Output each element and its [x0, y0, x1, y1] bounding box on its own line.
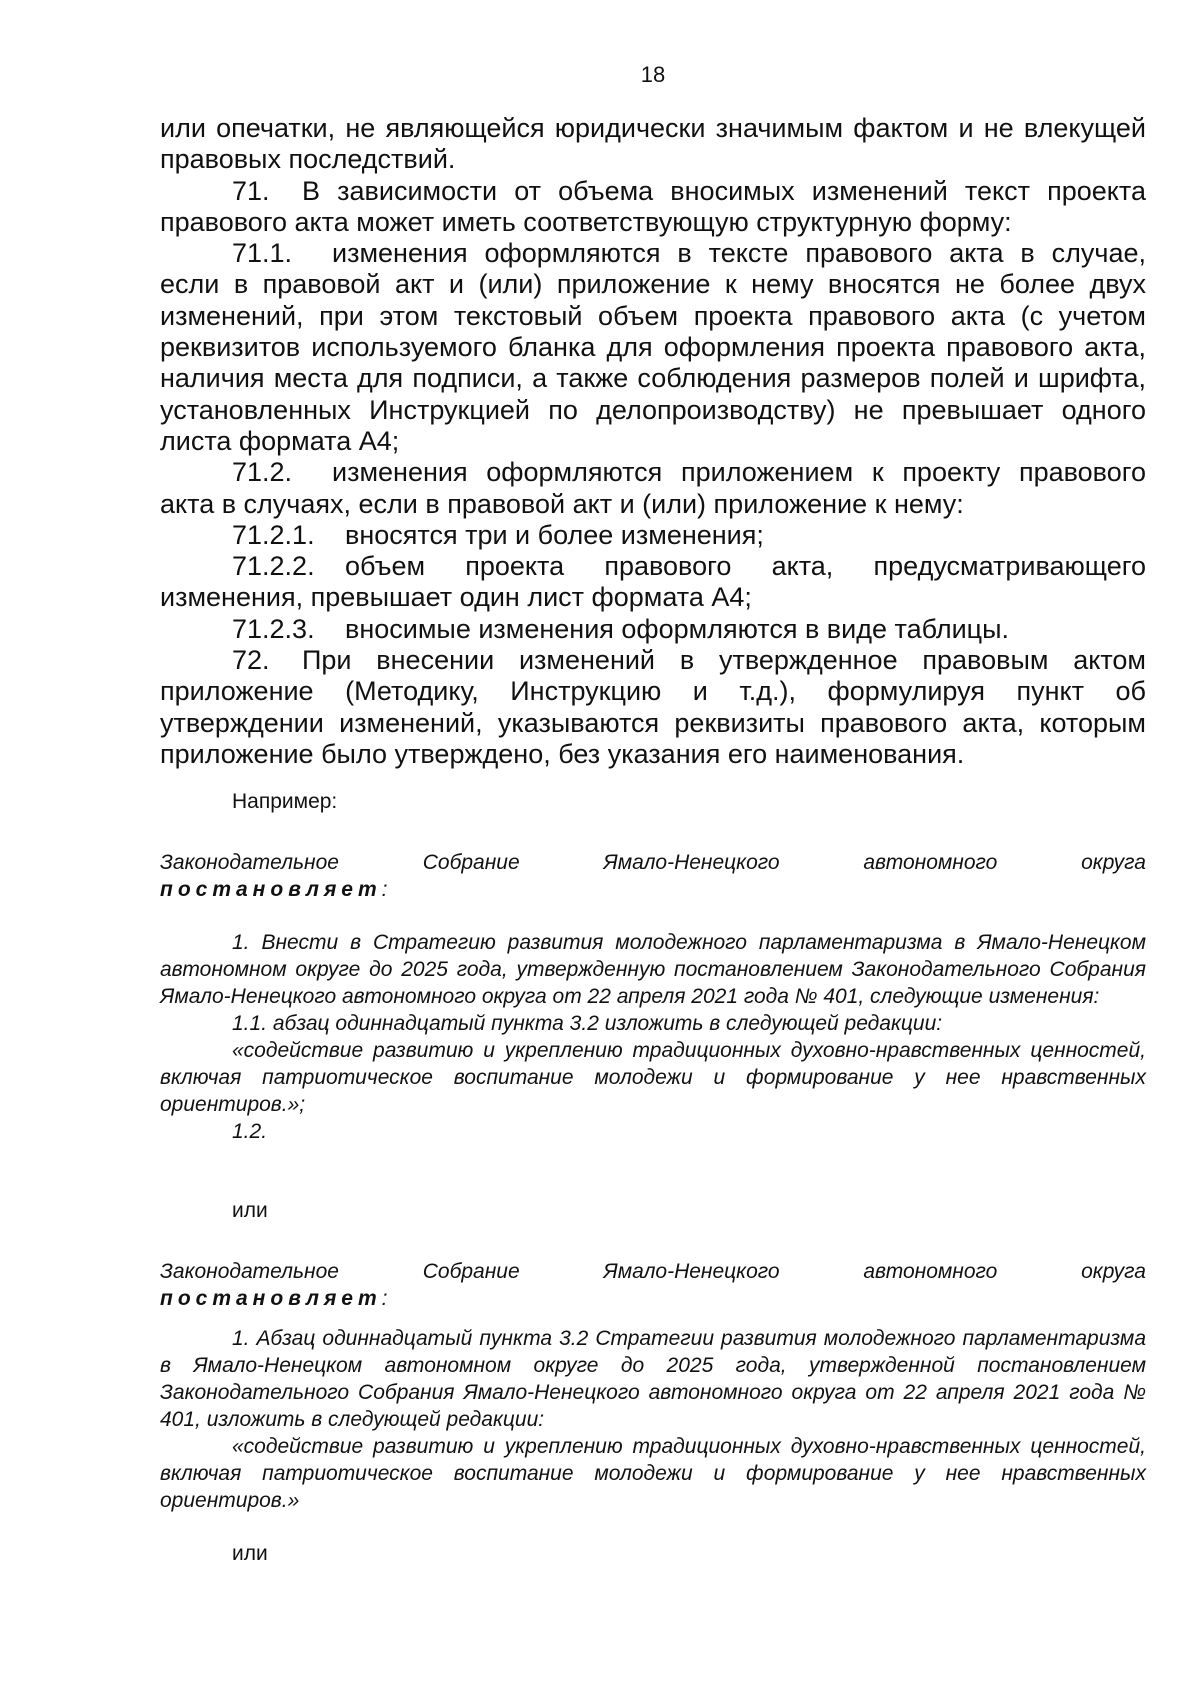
resolves-line	[160, 1285, 1146, 1312]
clause-number: 71.	[232, 175, 270, 206]
paragraph-continuation: или опечатки, не являющейся юридически значимым фактом и не влекущей правовых последствий.	[160, 113, 1146, 175]
variant-1-item-1-1: 1.1. абзац одиннадцатый пункта 3.2 изложить в следующей редакции:	[232, 1012, 943, 1035]
paragraph-71-2	[160, 457, 1146, 520]
clause-text: При внесении изменений в утвержденное правовым актом приложение (Методику, Инструкцию и т.д.), формулируя пункт об утверждении изменений, указываются реквизиты правового акта, которым приложение было утверждено, без указания его наименования.	[160, 645, 1146, 769]
resolves-word: постановляет	[160, 1287, 382, 1310]
paragraph-71-2-3	[160, 614, 1146, 645]
or-separator-2	[160, 1540, 1146, 1567]
clause-number: 71.2.1.	[232, 519, 315, 550]
example-intro: Например:	[232, 790, 338, 813]
resolves-line	[160, 876, 1146, 903]
variant-2-item-1: 1. Абзац одиннадцатый пункта 3.2 Стратегии развития молодежного парламентаризма в Ямало-Ненецком автономном округе до 2025 года, утвержденной постановлением Законодательного Собрания Ямало-Ненецкого автономного округа от 22 апреля 2021 года № 401, изложить в следующей редакции:	[160, 1327, 1146, 1431]
document-body	[160, 113, 1146, 770]
or-word: или	[232, 1542, 268, 1565]
clause-number: 71.2.3.	[232, 613, 315, 644]
paragraph-71	[160, 176, 1146, 239]
paragraph-71-2-2	[160, 551, 1146, 614]
paragraph-71-1	[160, 238, 1146, 457]
variant-2-quote: «содействие развитию и укреплению традиционных духовно-нравственных ценностей, включая патриотическое воспитание молодежи и формирование у нее нравственных ориентиров.»	[160, 1435, 1146, 1512]
paragraph-72	[160, 645, 1146, 770]
page-number: 18	[640, 62, 666, 87]
example-variant-1-header	[160, 849, 1146, 903]
example-variant-2-body	[160, 1325, 1146, 1514]
resolves-word: постановляет	[160, 878, 382, 901]
variant-1-item-1: 1. Внести в Стратегию развития молодежного парламентаризма в Ямало-Ненецком автономном округе до 2025 года, утвержденную постановлением Законодательного Собрания Ямало-Ненецкого автономного округа от 22 апреля 2021 года № 401, следующие изменения:	[160, 931, 1146, 1008]
resolves-colon: :	[381, 1287, 388, 1310]
example-variant-2-header	[160, 1258, 1146, 1312]
clause-text: вносятся три и более изменения;	[345, 519, 764, 550]
clause-number: 71.2.2.	[232, 551, 315, 582]
or-word: или	[232, 1199, 268, 1222]
clause-text: изменения оформляются приложением к проекту правового акта в случаях, если в правовой акт и (или) приложение к нему:	[160, 457, 1146, 519]
clause-number: 72.	[232, 645, 270, 676]
clause-text: изменения оформляются в тексте правового акта в случае, если в правовой акт и (или) приложение к нему вносятся не более двух изменений, при этом текстовый объем проекта правового акта (с учетом реквизитов используемого бланка для оформления проекта правового акта, наличия места для подписи, а также соблюдения размеров полей и шрифта, установленных Инструкцией по делопроизводству) не превышает одного листа формата А4;	[160, 238, 1146, 456]
legislature-name: Законодательное Собрание Ямало-Ненецкого автономного округа	[160, 851, 1146, 874]
clause-text: объем проекта правового акта, предусматривающего изменения, превышает один лист формата А4;	[160, 551, 1146, 613]
resolves-colon: :	[381, 878, 388, 901]
clause-number: 71.2.	[232, 457, 293, 488]
example-intro-block	[160, 788, 1146, 815]
or-separator-1	[160, 1197, 1146, 1224]
clause-number: 71.1.	[232, 238, 293, 269]
example-variant-1-body	[160, 929, 1146, 1145]
variant-1-item-1-2: 1.2.	[232, 1120, 268, 1143]
variant-1-quote: «содействие развитию и укреплению традиционных духовно-нравственных ценностей, включая патриотическое воспитание молодежи и формирование у нее нравственных ориентиров.»;	[160, 1039, 1146, 1116]
paragraph-71-2-1	[160, 520, 1146, 551]
legislature-name: Законодательное Собрание Ямало-Ненецкого автономного округа	[160, 1260, 1146, 1283]
clause-text: В зависимости от объема вносимых изменений текст проекта правового акта может иметь соответствующую структурную форму:	[160, 175, 1146, 237]
clause-text: вносимые изменения оформляются в виде таблицы.	[345, 613, 1010, 644]
